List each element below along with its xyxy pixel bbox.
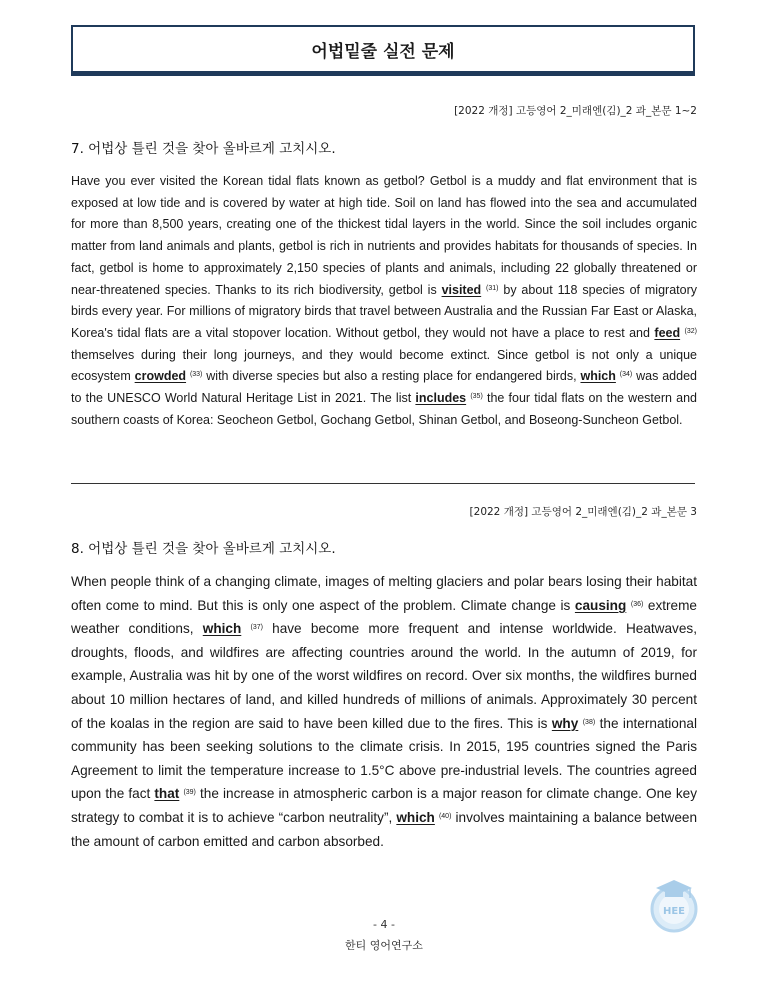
- footer-organization: 한티 영어연구소: [345, 939, 423, 952]
- passage-text: have become more frequent and intense worldwide. Heatwaves, droughts, floods, and wildfires are affecting countries around the world. In the autumn of 2019, for example, Australia was hit by one of the worst wildfires on record. Over six months, the wildfires burned about 10 million hectares of land, and killed hundreds of millions of animals. Approximately 30 percent of the koalas in the region are said to have been killed due to the fires. This is: [71, 621, 697, 731]
- underlined-word-40: which: [396, 809, 435, 825]
- passage-text: Have you ever visited the Korean tidal flats known as getbol? Getbol is a muddy and flat environment that is exposed at low tide and is covered by water at high tide. Soil on land has flowed into the sea and accumulated for more than 8,500 years, creating one of the thickest tidal layers in the world. Since the soil includes organic matter from land animals and plants, getbol is rich in nutrients and provides habitats for thousands of species. In fact, getbol is home to approximately 2,150 species of plants and animals, including 22 globally threatened or near-threatened species. Thanks to its rich biodiversity, getbol is: [71, 174, 697, 297]
- passage-text: the increase in atmospheric carbon is a major reason for climate change. One key strategy to combat it is to achieve “carbon neutrality”,: [71, 786, 697, 825]
- logo-text: HEE: [662, 906, 686, 917]
- marker-35: (35): [470, 393, 483, 401]
- passage-text: the international community has been seeking solutions to the climate crisis. In 2015, 195 countries signed the Paris Agreement to limit the temperature increase to 1.5°C above pre-industrial levels. The countries agreed upon the fact: [71, 715, 697, 802]
- marker-36: (36): [630, 600, 644, 608]
- passage-text: themselves during their long journeys, and they would become extinct. Since getbol is not only a unique ecosystem: [71, 347, 697, 384]
- underlined-word-36: causing: [574, 597, 627, 613]
- q8-question: 8. 어법상 틀린 것을 찾아 올바르게 고치시오.: [71, 541, 336, 557]
- passage-text: involves maintaining a balance between the amount of carbon emitted and carbon absorbed.: [71, 809, 698, 849]
- marker-37: (37): [250, 624, 263, 632]
- q8-passage: [71, 570, 697, 853]
- underlined-word-35: includes: [415, 391, 467, 406]
- underlined-word-39: that: [154, 786, 180, 802]
- passage-text: When people think of a changing climate, images of melting glaciers and polar bears losing their habitat often come to mind. But this is only one aspect of the problem. Climate change is: [71, 574, 697, 613]
- page-number: - 4 -: [373, 918, 395, 931]
- underlined-word-37: which: [202, 621, 242, 637]
- q7-source: [2022 개정] 고등영어 2_미래엔(김)_2 과_본문 1~2: [454, 105, 697, 117]
- q7-question: 7. 어법상 틀린 것을 찾아 올바르게 고치시오.: [71, 141, 336, 157]
- marker-34: (34): [619, 371, 633, 379]
- passage-text: by about 118 species of migratory birds every year. For millions of migratory birds that travel between Australia and the Russian Far East or Alaska, Korea's tidal flats are a vital stopover location. Without getbol, they would not have a place to rest and: [71, 282, 697, 340]
- underlined-word-34: which: [580, 369, 616, 384]
- passage-text: with diverse species but also a resting place for endangered birds,: [202, 369, 581, 384]
- q8-source: [2022 개정] 고등영어 2_미래엔(김)_2 과_본문 3: [469, 506, 697, 518]
- marker-33: (33): [189, 371, 203, 379]
- marker-32: (32): [684, 327, 697, 335]
- page-title: 어법밑줄 실전 문제: [71, 25, 695, 73]
- marker-39: (39): [183, 789, 196, 797]
- underlined-word-32: feed: [654, 325, 681, 340]
- passage-text: was added to the UNESCO World Natural Heritage List in 2021. The list: [71, 369, 697, 406]
- passage-text: the four tidal flats on the western and southern coasts of Korea: Seocheon Getbol, Gochang Getbol, Shinan Getbol, and Boseong-Suncheon Getbol.: [71, 391, 697, 427]
- divider-line: [71, 483, 695, 484]
- passage-text: extreme weather conditions,: [71, 597, 697, 637]
- marker-31: (31): [486, 284, 499, 292]
- underlined-word-31: visited: [441, 282, 482, 297]
- underlined-word-33: crowded: [134, 369, 187, 384]
- underlined-word-38: why: [551, 715, 579, 731]
- marker-40: (40): [438, 812, 452, 820]
- q7-passage: [71, 171, 697, 431]
- marker-38: (38): [582, 718, 596, 726]
